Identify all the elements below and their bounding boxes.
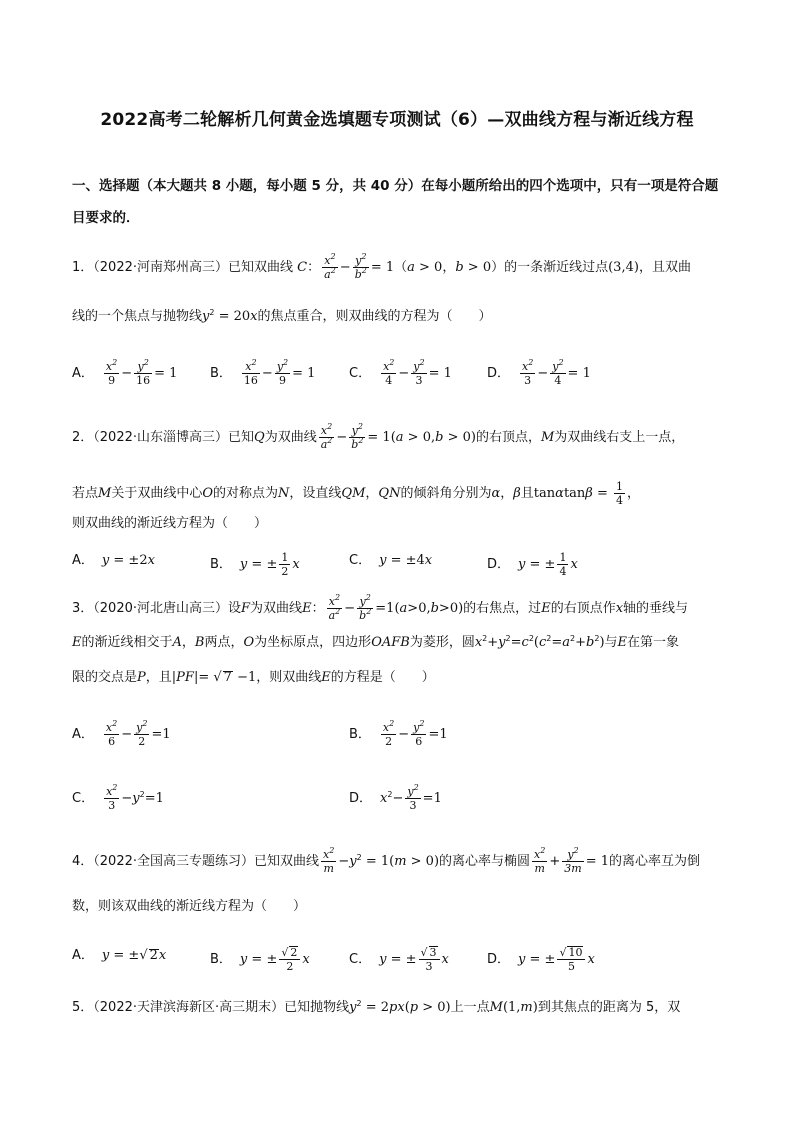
section-heading-line-1: 一、选择题（本大题共 8 小题，每小题 5 分，共 40 分）在每小题所给出的四个选项中，只有一项是符合题 [72, 178, 719, 194]
q3-option-d[interactable]: D． $x^2-$ $\frac{y^2}{3}$ =1 [349, 783, 442, 812]
q1-text: 已知双曲线 [228, 260, 294, 275]
page-title: 2022高考二轮解析几何黄金选填题专项测试（6）—双曲线方程与渐近线方程 [100, 110, 694, 130]
q3-option-b[interactable]: B． $\frac{x^2}{2}$ − $\frac{y^2}{6}$ =1 [349, 719, 448, 748]
q2-line-1: 2．（2022·山东淄博高三）已知Q为双曲线 $\frac{x^2}{a^2}$ − $\frac{y^2}{b^2}$ = 1(a > 0,b > 0)的右顶点，M为双曲线右支上一点， [72, 422, 685, 451]
q1-option-b[interactable]: B． $\frac{x^2}{16}$ − $\frac{y^2}{9}$ = 1 [210, 358, 316, 387]
q1-number: 1． [72, 260, 94, 275]
q1-line-2: 线的一个焦点与抛物线$y^2 = 20x$的焦点重合，则双曲线的方程为（ ） [72, 308, 492, 324]
q5-line-1: 5．（2022·天津滨海新区·高三期末）已知抛物线$y^2 = 2px(p > 0)$上一点M(1,m)到其焦点的距离为 5，双 [72, 999, 681, 1015]
q4-option-a[interactable]: A． y = ±√ 2x [72, 948, 167, 963]
q2-option-a[interactable]: A． y = ±2x [72, 553, 155, 568]
q3-option-c[interactable]: C． $\frac{x^2}{3}$ $-y^2=1$ [72, 783, 164, 812]
q2-option-c[interactable]: C． y = ±4x [349, 553, 433, 568]
q3-option-a[interactable]: A． $\frac{x^2}{6}$ − $\frac{y^2}{2}$ =1 [72, 719, 171, 748]
q1-option-c[interactable]: C． $\frac{x^2}{4}$ − $\frac{y^2}{3}$ = 1 [349, 358, 452, 387]
section-heading-line-2: 目要求的． [72, 210, 140, 226]
q2-option-d[interactable]: D． y = ± $\frac{1}{4}$ x [487, 551, 578, 578]
q2-line-3: 则双曲线的渐近线方程为（ ） [72, 516, 268, 531]
q1-source: （2022·河南郑州高三） [93, 260, 228, 275]
q4-option-c[interactable]: C． y = ± $\frac{√ 3}{3}$ x [349, 946, 449, 973]
q3-line-3: 限的交点是P，且|PF|= √ 7 −1，则双曲线E的方程是（ ） [72, 670, 435, 685]
q2-option-b[interactable]: B． y = ± $\frac{1}{2}$ x [210, 551, 300, 578]
q1-line-1: 1．（2022·河南郑州高三）已知双曲线 C： $\frac{x^2}{a^2}$ − $\frac{y^2}{b^2}$ = 1（a > 0，b > 0）的一条渐近线过点(3,4)，且双曲 [72, 252, 691, 281]
q4-line-2: 数，则该双曲线的渐近线方程为（ ） [72, 899, 307, 914]
q2-line-2: 若点M关于双曲线中心O的对称点为N，设直线QM，QN的倾斜角分别为α，β且tanαtanβ = $\frac{1}{4}$ ， [72, 480, 640, 507]
q1-option-d[interactable]: D． $\frac{x^2}{3}$ − $\frac{y^2}{4}$ = 1 [487, 358, 591, 387]
q3-line-1: 3．（2020·河北唐山高三）设F为双曲线E： $\frac{x^2}{a^2}$ − $\frac{y^2}{b^2}$ =1(a>0,b>0)的右焦点，过E的右顶点作x轴的垂线与 [72, 593, 689, 622]
q1-option-a[interactable]: A． $\frac{x^2}{9}$ − $\frac{y^2}{16}$ = 1 [72, 358, 178, 387]
q4-option-b[interactable]: B． y = ± $\frac{√ 2}{2}$ x [210, 946, 310, 973]
q3-line-2: E的渐近线相交于A，B两点，O为坐标原点，四边形OAFB为菱形，圆$x^2+y^2=c^2(c^2=a^2+b^2)$与E在第一象 [72, 634, 680, 650]
q4-line-1: 4．（2022·全国高三专题练习）已知双曲线 $\frac{x^2}{m}$ $-y^2 = 1(m > 0)$的离心率与椭圆 $\frac{x^2}{m}$ + $\frac{y^2}{3m}$ = 1的离心率互为倒 [72, 846, 700, 875]
q4-option-d[interactable]: D． y = ± $\frac{√ 10}{5}$ x [487, 946, 595, 973]
